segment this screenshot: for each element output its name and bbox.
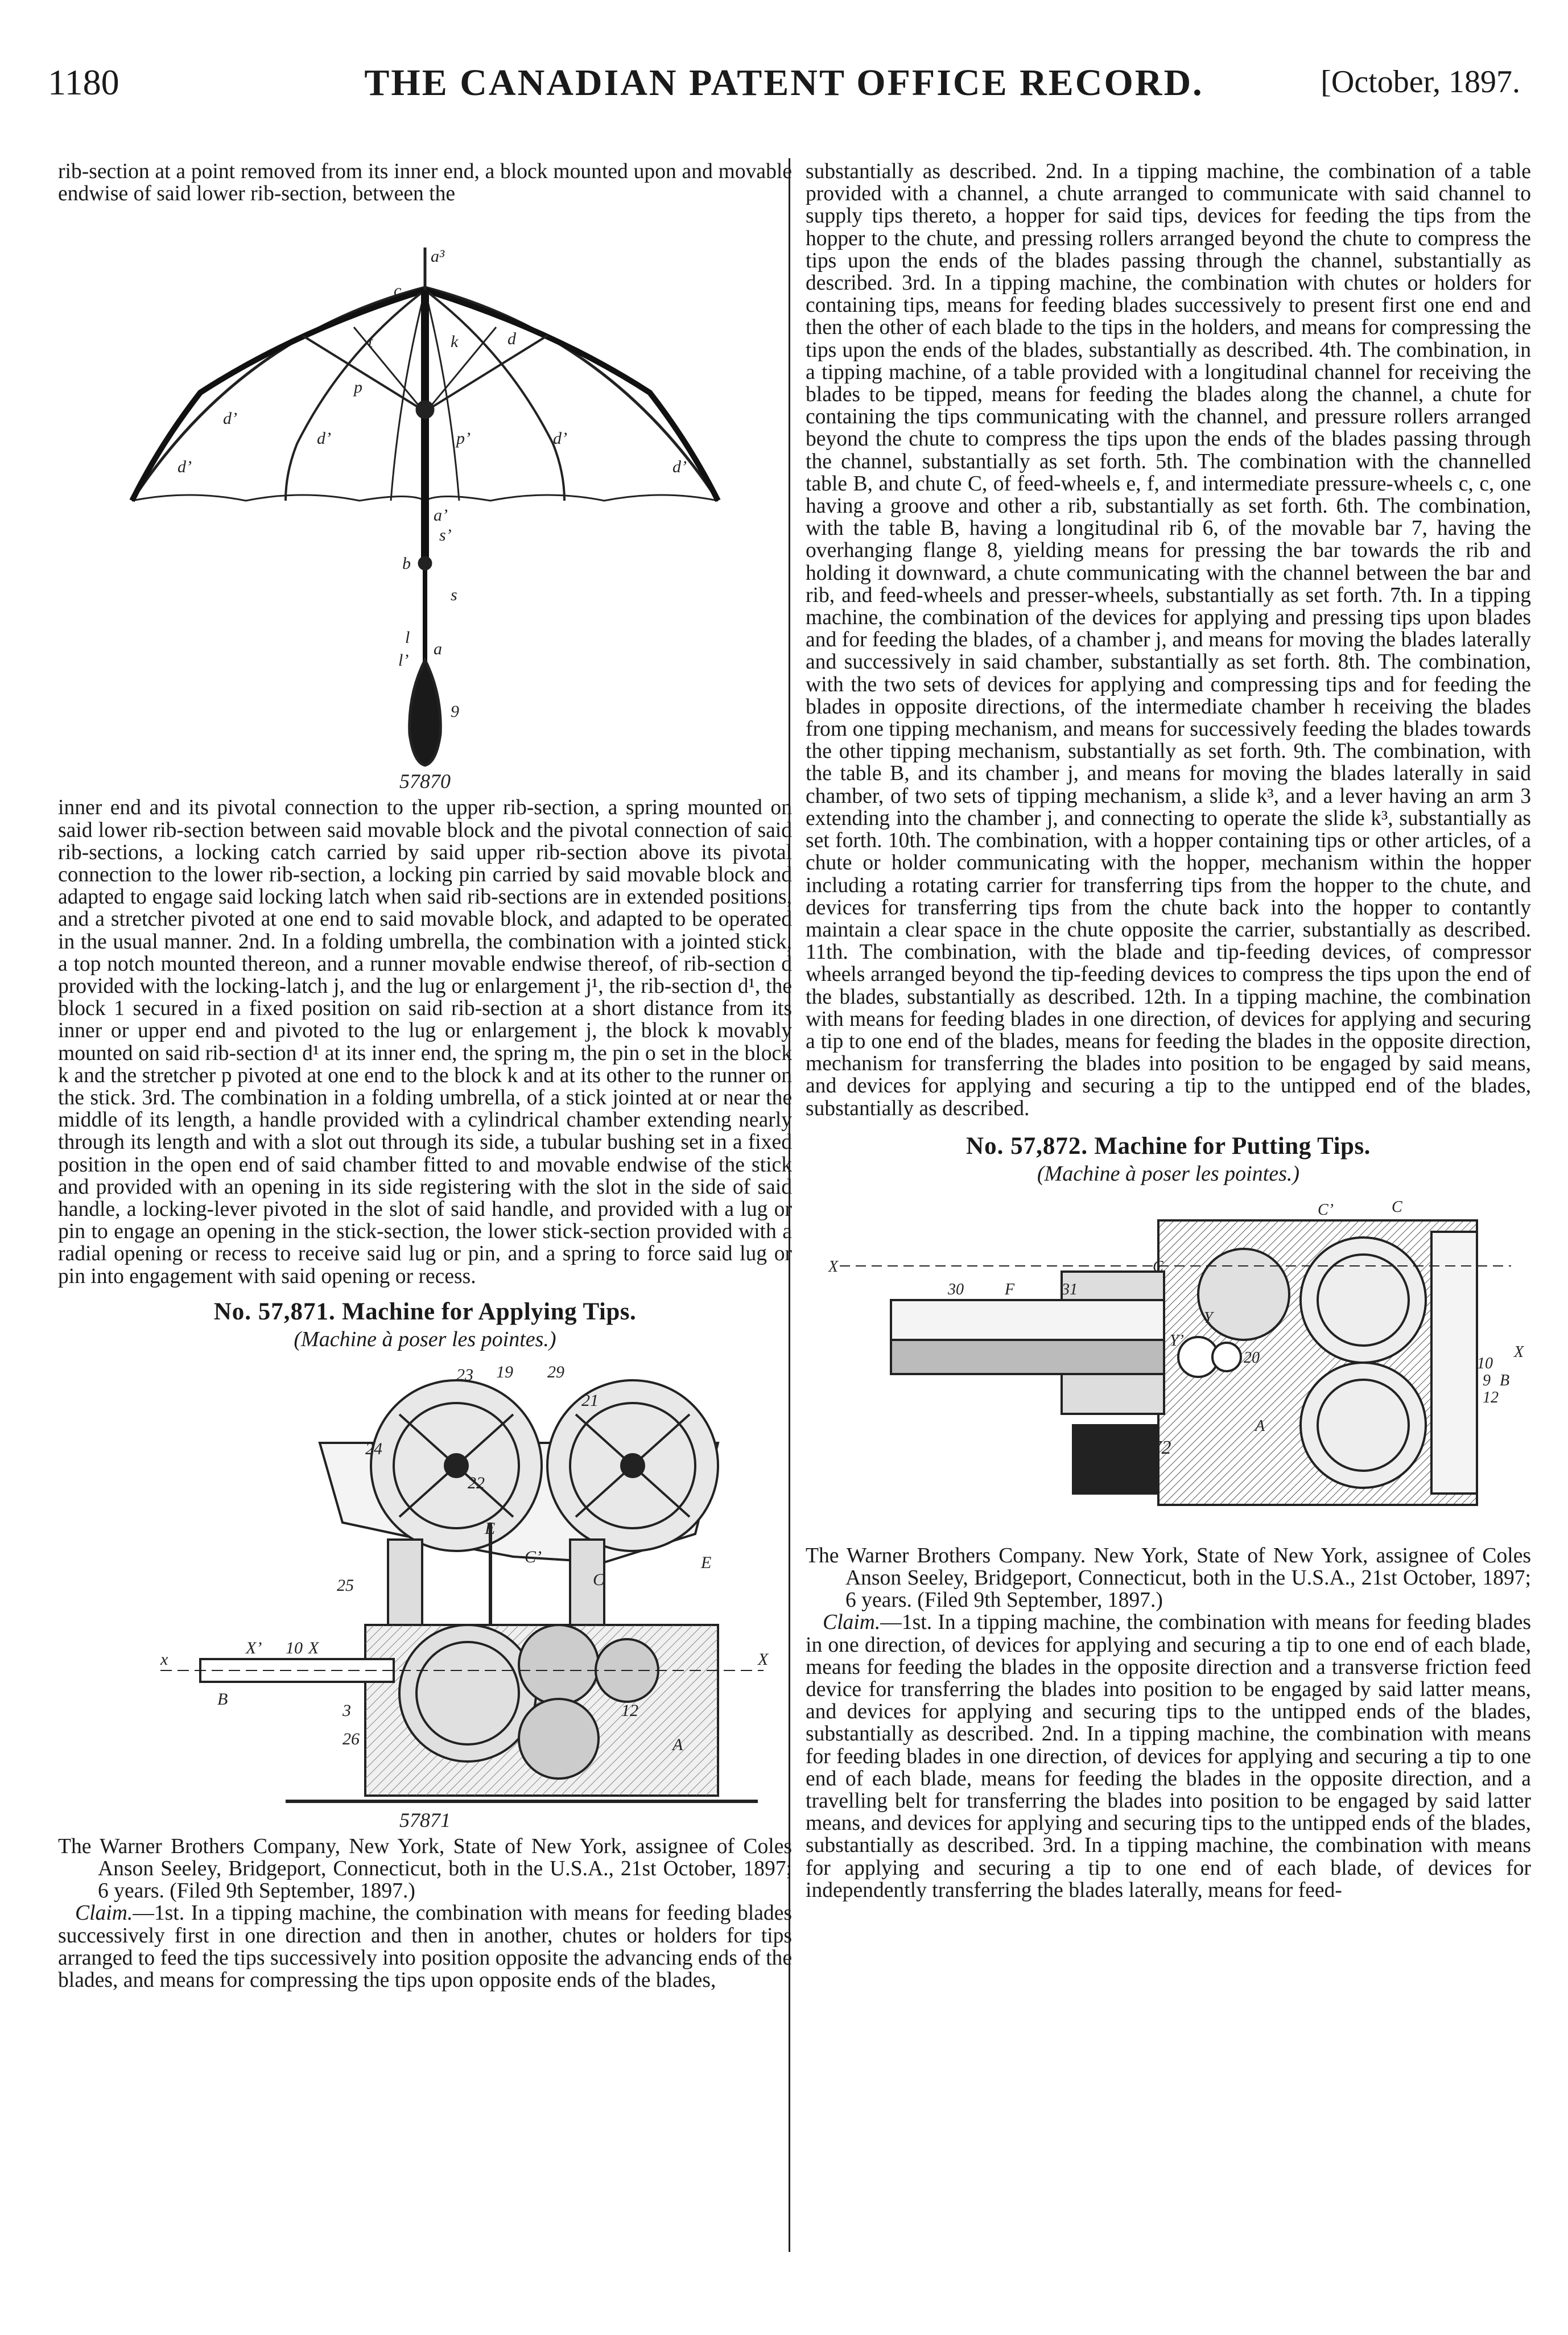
journal-title: THE CANADIAN PATENT OFFICE RECORD. xyxy=(364,62,1204,104)
umbrella-claims-start: rib-section at a point removed from its inner end, a block mounted upon and movable endwise of said lower rib-section, between the xyxy=(58,160,792,206)
fig3-label-Y1: Y’ xyxy=(1170,1331,1184,1350)
patent-57871-title: Machine for Applying Tips. xyxy=(342,1298,637,1325)
machine-57872-figure xyxy=(806,1186,1531,1545)
patent-57871-assignee: The Warner Brothers Company, New York, State of New York, assignee of Coles Anson Seeley, Bridgeport, Connecticut, both in the U.S.A., 21st October, 1897; 6 years. (Filed 9th September, 1897.) xyxy=(58,1834,792,1903)
fig1-label-a: a xyxy=(434,640,442,659)
fig1-label-c: c xyxy=(394,281,402,300)
machine-57872-drawing xyxy=(806,1186,1531,1545)
fig1-label-g: 9 xyxy=(451,702,459,721)
fig2-label-10: 10 xyxy=(286,1638,303,1657)
page-header xyxy=(48,61,1520,116)
umbrella-drawing xyxy=(58,205,792,797)
machine-57871-figure xyxy=(58,1352,792,1835)
fig2-label-12: 12 xyxy=(621,1701,638,1720)
patent-57872-claim-text: —1st. In a tipping machine, the combination with means for feeding blades in one direction, of devices for applying and securing a tip to one end of each blade, means for feeding the blades in the opposite direction and a transverse friction feed device for transferring the blades into position to be engaged by said latter means, and devices for applying and securing tips to the untipped ends of the blades, substantially as described. 2nd. In a tipping machine, the combination with means for feeding blades in one direction, of devices for applying and securing a tip to one end of each blade, means for feeding the blades in the opposite direction, and a travelling belt for transferring the blades into position to be engaged by said latter means, and devices for applying and securing tips to the untipped ends of the blades, substantially as described. 3rd. In a tipping machine, the combination with means for applying and securing a tip to one end of each blade, of devices for independently transferring the blades laterally, means for feed- xyxy=(806,1611,1531,1902)
fig2-label-19: 19 xyxy=(496,1362,513,1381)
fig3-label-12: 12 xyxy=(1483,1388,1499,1406)
fig2-label-26: 26 xyxy=(343,1729,360,1748)
fig1-label-d: d xyxy=(507,329,516,349)
right-column xyxy=(806,160,1531,1901)
fig1-label-d1c: d’ xyxy=(553,429,567,448)
fig2-label-3: 3 xyxy=(343,1701,351,1720)
fig2-label-A: A xyxy=(672,1735,683,1754)
fig1-label-d1b: d’ xyxy=(317,429,331,448)
fig3-label-C1: C’ xyxy=(1318,1200,1334,1219)
fig1-label-l: l xyxy=(405,628,410,647)
patent-57872-subtitle: (Machine à poser les pointes.) xyxy=(1037,1161,1300,1186)
fig3-label-20: 20 xyxy=(1244,1348,1260,1367)
fig2-label-24: 24 xyxy=(365,1439,382,1458)
fig2-label-X3: X xyxy=(758,1649,769,1669)
machine-57871-figure-number: 57871 xyxy=(399,1808,451,1831)
page-number: 1180 xyxy=(48,62,119,102)
fig1-label-d1e: d’ xyxy=(672,457,687,477)
fig2-label-E1: E xyxy=(485,1519,496,1538)
fig3-label-X2: X xyxy=(1514,1343,1524,1361)
fig3-label-30: 30 xyxy=(948,1280,964,1298)
fig2-label-X2: X xyxy=(308,1638,319,1657)
patent-57872-claim-label: Claim. xyxy=(823,1611,881,1635)
patent-57872-number: No. 57,872. xyxy=(966,1132,1088,1160)
fig2-label-C1: C’ xyxy=(525,1547,542,1566)
machine-57871-drawing xyxy=(58,1352,792,1835)
left-column xyxy=(58,160,792,1991)
fig3-label-9: 9 xyxy=(1483,1371,1491,1389)
fig3-label-C: C xyxy=(1392,1198,1402,1216)
fig2-label-x: x xyxy=(160,1649,168,1669)
issue-date: [October, 1897. xyxy=(1321,64,1520,100)
fig2-label-E2: E xyxy=(701,1553,712,1572)
fig1-label-p1: p’ xyxy=(456,429,471,448)
fig3-label-A: A xyxy=(1255,1417,1265,1435)
fig1-label-l1: l’ xyxy=(398,651,409,670)
fig2-label-29: 29 xyxy=(547,1362,564,1381)
patent-57872-claims xyxy=(806,1611,1531,1901)
fig3-label-C2: C xyxy=(1153,1257,1163,1276)
umbrella-figure-number: 57870 xyxy=(399,770,451,793)
fig3-label-B: B xyxy=(1500,1371,1510,1389)
fig3-label-10: 10 xyxy=(1477,1354,1493,1372)
fig2-label-X1: X’ xyxy=(246,1638,262,1657)
patent-57871-claims xyxy=(58,1902,792,1991)
fig1-label-b: b xyxy=(402,554,411,574)
patent-57871-claim-label: Claim. xyxy=(75,1901,133,1925)
fig1-label-d1a: d’ xyxy=(223,409,237,428)
patent-57871-number: No. 57,871. xyxy=(213,1298,336,1325)
fig2-label-C: C xyxy=(593,1570,605,1589)
patent-57872-assignee: The Warner Brothers Company. New York, State of New York, assignee of Coles Anson Seeley, Bridgeport, Connecticut, both in the U.S.A., 21st October, 1897; 6 years. (Filed 9th September, 1897.) xyxy=(806,1544,1531,1612)
fig3-label-Y: Y xyxy=(1204,1309,1213,1327)
fig1-label-s: s xyxy=(451,585,457,605)
fig1-label-d1d: d’ xyxy=(178,457,192,477)
fig2-label-21: 21 xyxy=(581,1391,599,1410)
fig3-label-X1: X xyxy=(828,1257,839,1276)
patent-57872-title: Machine for Putting Tips. xyxy=(1094,1132,1371,1160)
fig1-label-a1: a’ xyxy=(434,506,448,525)
fig2-label-22: 22 xyxy=(468,1473,485,1492)
fig3-label-F: F xyxy=(1005,1280,1015,1298)
machine-57872-figure-number: 57872 xyxy=(1123,1437,1171,1458)
fig1-label-a3: a³ xyxy=(431,247,444,266)
umbrella-figure xyxy=(58,205,792,797)
fig3-label-31: 31 xyxy=(1062,1280,1078,1298)
fig2-label-25: 25 xyxy=(337,1575,354,1595)
fig1-label-p: p xyxy=(354,378,362,397)
patent-57871-claim-text: —1st. In a tipping machine, the combination with means for feeding blades successively first in one direction and then in another, chutes or holders for tips arranged to feed the tips successively into position opposite the advancing ends of the blades, and means for compressing the tips upon opposite ends of the blades, xyxy=(58,1901,792,1992)
fig1-label-s1: s’ xyxy=(439,526,452,545)
patent-57871-subtitle: (Machine à poser les pointes.) xyxy=(294,1327,556,1351)
patent-57872-heading xyxy=(806,1132,1531,1160)
fig1-label-t: t xyxy=(368,332,373,352)
fig2-label-23: 23 xyxy=(456,1365,473,1384)
patent-57871-claims-continued: substantially as described. 2nd. In a tipping machine, the combination of a table provided with a channel, a chute arranged to communicate with said channel to supply tips thereto, a hopper for said tips, devices for feeding the tips from the hopper to the chute, and pressing rollers arranged beyond the chute to compress the tips upon the ends of the blades passing through the channel, substantially as described. 3rd. In a tipping machine, the combination with chutes or holders for containing tips, means for feeding blades successively to present first one end and then the other of each blade to the tips in the holders, and means for compressing the tips upon the ends of the blades, substantially as described. 4th. The combination, in a tipping machine, of a table provided with a longitudinal channel for receiving the blades to be tipped, means for feeding the blades along the channel, a chute for containing the tips communicating with the channel, and pressure rollers arranged beyond the chute to compress the tips upon the ends of the blades passing through the channel, substantially as set forth. 5th. The combination with the channelled table B, and chute C, of feed-wheels e, f, and intermediate pressure-wheels c, c, one having a groove and other a rib, substantially as set forth. 6th. The combination, with the table B, having a longitudinal rib 6, of the movable bar 7, having the overhanging flange 8, yielding means for pressing the bar towards the rib and holding it downward, a chute communicating with the channel between the bar and rib, and feed-wheels and presser-wheels, substantially as set forth. 7th. In a tipping machine, the combination of the devices for applying and pressing tips upon blades and for feeding the blades, of a chamber j, and means for moving the blades laterally and successively in said chamber, substantially as set forth. 8th. The combination, with the two sets of devices for applying and compressing tips and for feeding the blades in opposite directions, of the intermediate chamber h receiving the blades from one tipping mechanism, and means for successively feeding the blades towards the other tipping mechanism, substantially as set forth. 9th. The combination, with the table B, and its chamber j, and means for moving the blades laterally in said chamber, of two sets of tipping mechanism, a slide k³, and a lever having an arm 3 extending into the chamber j, and connecting to operate the slide k³, substantially as set forth. 10th. The combination, with a hopper containing tips or other articles, of a chute or holder communicating with the hopper, mechanism within the hopper including a rotating carrier for transferring tips from the hopper to the chute, and devices for transferring tips from the chute back into the hopper to contantly maintain a clear space in the chute opposite the carrier, substantially as described. 11th. The combination, with the blade and tip-feeding devices, of compressor wheels arranged beyond the tip-feeding devices to compress the tips upon the end of the blades, substantially as described. 12th. In a tipping machine, the combination with means for feeding blades in one direction, of devices for applying and securing a tip to one end of the blades, means for feeding the blades in the opposite direction, mechanism for transferring the blades into position to be engaged by said means, and devices for applying and securing a tip to the untipped end of the blades, substantially as described. xyxy=(806,160,1531,1120)
patent-57871-heading xyxy=(58,1298,792,1326)
fig1-label-k: k xyxy=(451,332,459,352)
fig2-label-B: B xyxy=(217,1689,228,1709)
umbrella-claims-continued: inner end and its pivotal connection to the upper rib-section, a spring mounted on said lower rib-section between said movable block and the pivotal connection of said rib-sections, a locking catch carried by said upper rib-section above its pivotal connection to the lower rib-section, a locking pin carried by said movable block and adapted to engage said locking latch when said rib-sections are in extended positions, and a stretcher pivoted at one end to said movable block, and adapted to be operated in the usual manner. 2nd. In a folding umbrella, the combination with a jointed stick, a top notch mounted thereon, and a runner movable endwise thereof, of rib-section d provided with the locking-latch j, and the lug or enlargement j¹, the rib-section d¹, the block 1 secured in a fixed position on said rib-section at a short distance from its inner or upper end and pivoted to the lug or enlargement j, the block k movably mounted on said rib-section d¹ at its inner end, the spring m, the pin o set in the block k and the stretcher p pivoted at one end to the block k and at its other to the runner on the stick. 3rd. The combination in a folding umbrella, of a stick jointed at or near the middle of its length, a handle provided with a cylindrical chamber extending nearly through its length and with a slot out through its side, a tubular bushing set in a fixed position in the open end of said chamber fitted to and movable endwise of the stick and provided with an opening in its side registering with the slot in the side of said handle, a locking-lever pivoted in the slot of said handle, and provided with a lug or pin to engage an opening in the stick-section, the lower stick-section provided with a radial opening or recess to receive said lug or pin, and a spring to force said lug or pin into engagement with said opening or recess. xyxy=(58,796,792,1288)
